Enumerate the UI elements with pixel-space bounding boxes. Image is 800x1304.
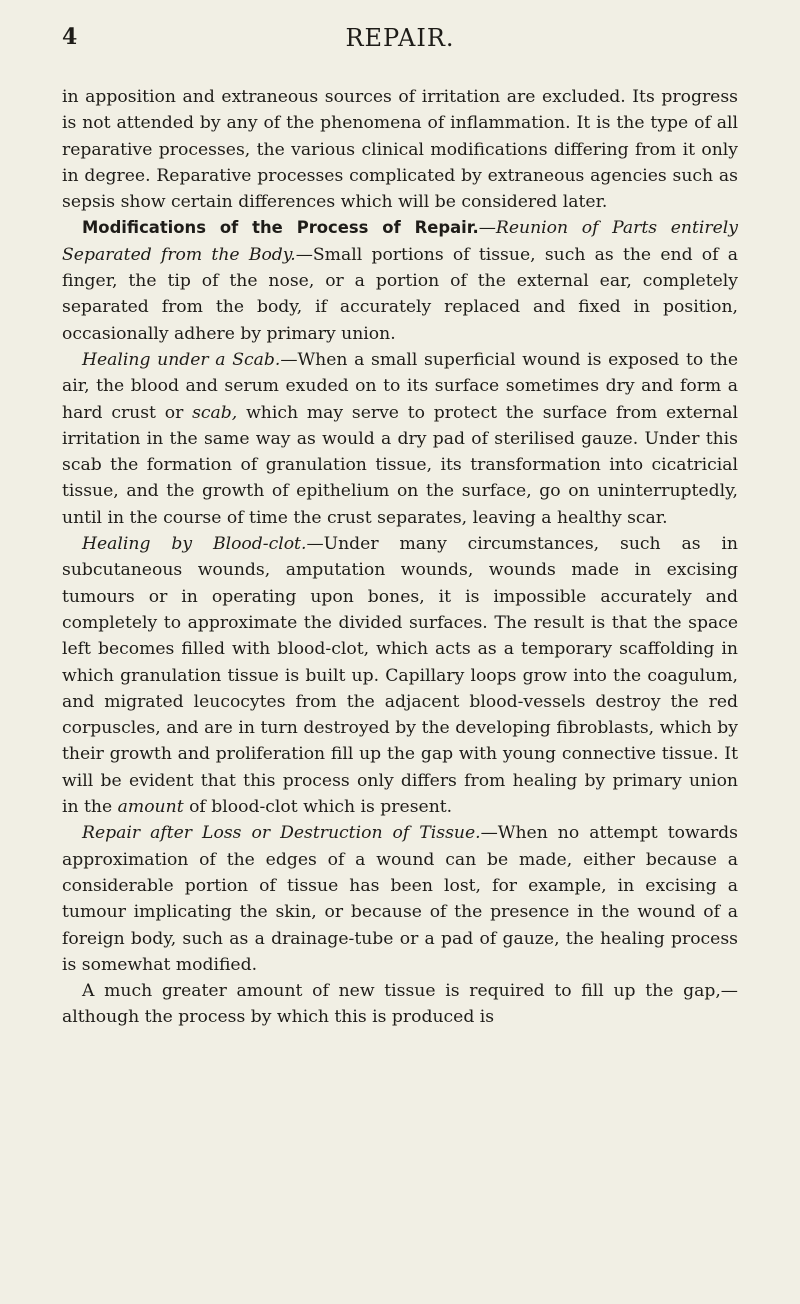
paragraph-4-text-b: of blood-clot which is present. (183, 797, 453, 818)
paragraph-3 (62, 347, 738, 531)
paragraph-2-text: —Small portions of tissue, such as the end of a finger, the tip of the nose, or a portion of the external ear, completely separated from the body, if accurately replaced and fixed in position, occasionally adhere by primary union. (62, 244, 739, 344)
emphasis-amount: amount (117, 797, 184, 818)
paragraph-6: A much greater amount of new tissue is required to fill up the gap,—although the process by which this is produced is (62, 981, 738, 1028)
paragraph-2 (62, 215, 738, 346)
paragraph-3-text-b: which may serve to protect the surface from external irritation in the same way as would a dry pad of sterilised gauze. Under this scab the formation of granulation tissue, its transformation into cicatricial tissue, and the growth of epithelium on the surface, go on uninterruptedly, until in the course of time the crust separates, leaving a healthy scar. (62, 402, 738, 528)
paragraph-3-text-a: —When a small superficial wound is exposed to the air, the blood and serum exuded on to its surface sometimes dry and form a hard crust or (62, 349, 738, 423)
paragraph-5-text: —When no attempt towards approximation of the edges of a wound can be made, either because a considerable portion of tissue has been lost, for example, in excising a tumour implicating the skin, or because of the presence in the wound of a foreign body, such as a drainage-tube or a pad of gauze, the healing process is somewhat modified. (62, 823, 738, 975)
emphasis-scab: scab, (192, 402, 238, 423)
running-head: REPAIR. (345, 24, 455, 52)
page-number: 4 (62, 24, 78, 50)
section-heading: Modifications of the Process of Repair. (82, 218, 479, 238)
paragraph-5 (62, 820, 738, 978)
heading-dash: — (478, 218, 496, 239)
page-header (62, 24, 738, 64)
paragraph-1: in apposition and extraneous sources of irritation are excluded. Its progress is not attended by any of the phenomena of inflammation. It is the type of all reparative processes, the various clinical modifications differing from it only in degree. Reparative processes complicated by extraneous agencies such as sepsis show certain differences which will be considered later. (62, 87, 738, 213)
body-text (62, 84, 738, 1031)
subheading-scab: Healing under a Scab. (82, 349, 281, 370)
subheading-blood-clot: Healing by Blood-clot. (82, 534, 307, 555)
subheading-reunion: Reunion of Parts entirely Separated from the Body. (62, 218, 738, 265)
paragraph-4 (62, 531, 738, 820)
subheading-loss-of-tissue: Repair after Loss or Destruction of Tissue. (82, 823, 481, 844)
paragraph-4-text-a: —Under many circumstances, such as in subcutaneous wounds, amputation wounds, wounds made in excising tumours or in operating upon bones, it is impossible accurately and completely to approximate the divided surfaces. The result is that the space left becomes filled with blood-clot, which acts as a temporary scaffolding in which granulation tissue is built up. Capillary loops grow into the coagulum, and migrated leucocytes from the adjacent blood-vessels destroy the red corpuscles, and are in turn destroyed by the developing fibroblasts, which by their growth and proliferation fill up the gap with young connective tissue. It will be evident that this process only differs from healing by primary union in the (62, 534, 738, 818)
